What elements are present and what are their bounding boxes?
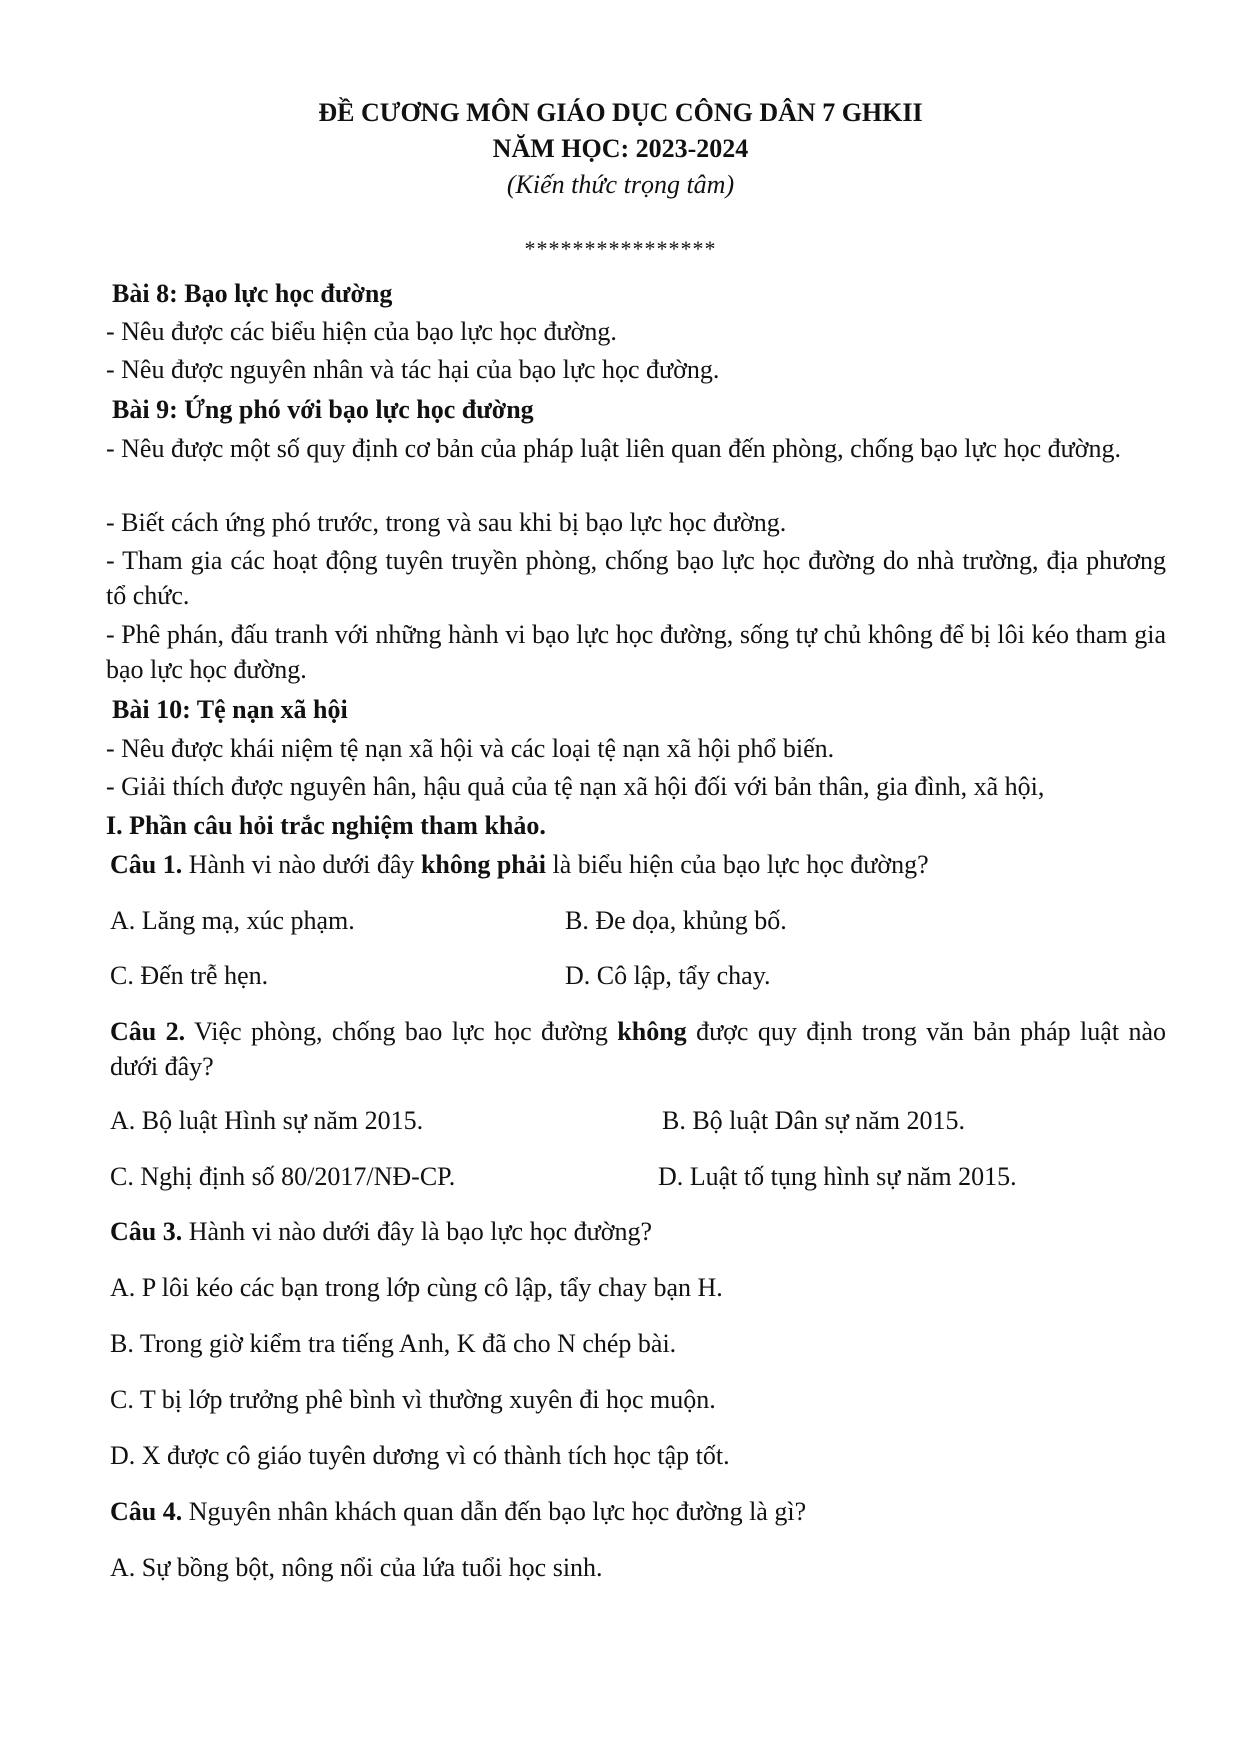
answer-option: A. Bộ luật Hình sự năm 2015.: [110, 1106, 424, 1135]
question-emphasis: không: [617, 1017, 687, 1046]
question-text: Hành vi nào dưới đây: [182, 850, 421, 879]
question-label: Câu 3.: [110, 1217, 183, 1246]
lesson-heading: Bài 9: Ứng phó với bạo lực học đường: [112, 395, 534, 424]
question-text: Hành vi nào dưới đây là bạo lực học đường?: [182, 1217, 653, 1246]
document-title: ĐỀ CƯƠNG MÔN GIÁO DỤC CÔNG DÂN 7 GHKII: [318, 98, 923, 127]
question-label: Câu 4.: [110, 1497, 183, 1526]
answer-option: A. P lôi kéo các bạn trong lớp cùng cô lập, tẩy chay bạn H.: [110, 1273, 723, 1302]
question-text: được quy định trong văn bản pháp luật nào dưới đây?: [110, 1017, 1166, 1081]
answer-option: D. X được cô giáo tuyên dương vì có thành tích học tập tốt.: [110, 1441, 730, 1470]
lesson-item: - Phê phán, đấu tranh với những hành vi bạo lực học đường, sống tự chủ không để bị lôi kéo tham gia bạo lực học đường.: [106, 620, 1166, 684]
question-text: Việc phòng, chống bao lực học đường: [185, 1017, 618, 1046]
answer-option: B. Đe dọa, khủng bố.: [565, 906, 787, 935]
school-year: NĂM HỌC: 2023-2024: [492, 134, 749, 163]
question: [110, 1014, 1166, 1084]
question: [110, 1214, 1170, 1249]
lesson-item: - Nêu được các biểu hiện của bạo lực học đường.: [106, 317, 617, 346]
question-emphasis: không phải: [420, 850, 546, 879]
separator-stars: ****************: [524, 236, 717, 261]
lesson-item: - Giải thích được nguyên hân, hậu quả của tệ nạn xã hội đối với bản thân, gia đình, xã hội,: [106, 772, 1045, 801]
section-heading: I. Phần câu hỏi trắc nghiệm tham khảo.: [106, 811, 546, 840]
lesson-item: - Biết cách ứng phó trước, trong và sau khi bị bạo lực học đường.: [106, 508, 787, 537]
answer-option: B. Bộ luật Dân sự năm 2015.: [662, 1106, 965, 1135]
answer-option: B. Trong giờ kiểm tra tiếng Anh, K đã cho N chép bài.: [110, 1329, 677, 1358]
answer-option: A. Sự bồng bột, nông nổi của lứa tuổi học sinh.: [110, 1553, 603, 1582]
question: [110, 1494, 1170, 1529]
question: [110, 847, 1170, 882]
question-text: Nguyên nhân khách quan dẫn đến bạo lực học đường là gì?: [182, 1497, 807, 1526]
answer-option: D. Cô lập, tẩy chay.: [565, 961, 771, 990]
answer-option: C. T bị lớp trưởng phê bình vì thường xuyên đi học muộn.: [110, 1385, 716, 1414]
document-subtitle: (Kiến thức trọng tâm): [506, 170, 735, 199]
answer-option: D. Luật tố tụng hình sự năm 2015.: [658, 1162, 1017, 1191]
lesson-item: - Nêu được nguyên nhân và tác hại của bạo lực học đường.: [106, 355, 720, 384]
lesson-item: - Nêu được khái niệm tệ nạn xã hội và các loại tệ nạn xã hội phổ biến.: [106, 734, 835, 763]
question-label: Câu 1.: [110, 850, 183, 879]
lesson-heading: Bài 10: Tệ nạn xã hội: [112, 695, 348, 724]
question-text: là biểu hiện của bạo lực học đường?: [545, 850, 929, 879]
answer-option: A. Lăng mạ, xúc phạm.: [110, 906, 355, 935]
lesson-item: - Tham gia các hoạt động tuyên truyền phòng, chống bạo lực học đường do nhà trường, địa phương tổ chức.: [106, 546, 1166, 610]
lesson-item: - Nêu được một số quy định cơ bản của pháp luật liên quan đến phòng, chống bạo lực học đường.: [106, 434, 1121, 463]
answer-option: C. Nghị định số 80/2017/NĐ-CP.: [110, 1162, 456, 1191]
question-label: Câu 2.: [110, 1017, 186, 1046]
answer-option: C. Đến trễ hẹn.: [110, 961, 269, 990]
lesson-heading: Bài 8: Bạo lực học đường: [112, 279, 393, 308]
